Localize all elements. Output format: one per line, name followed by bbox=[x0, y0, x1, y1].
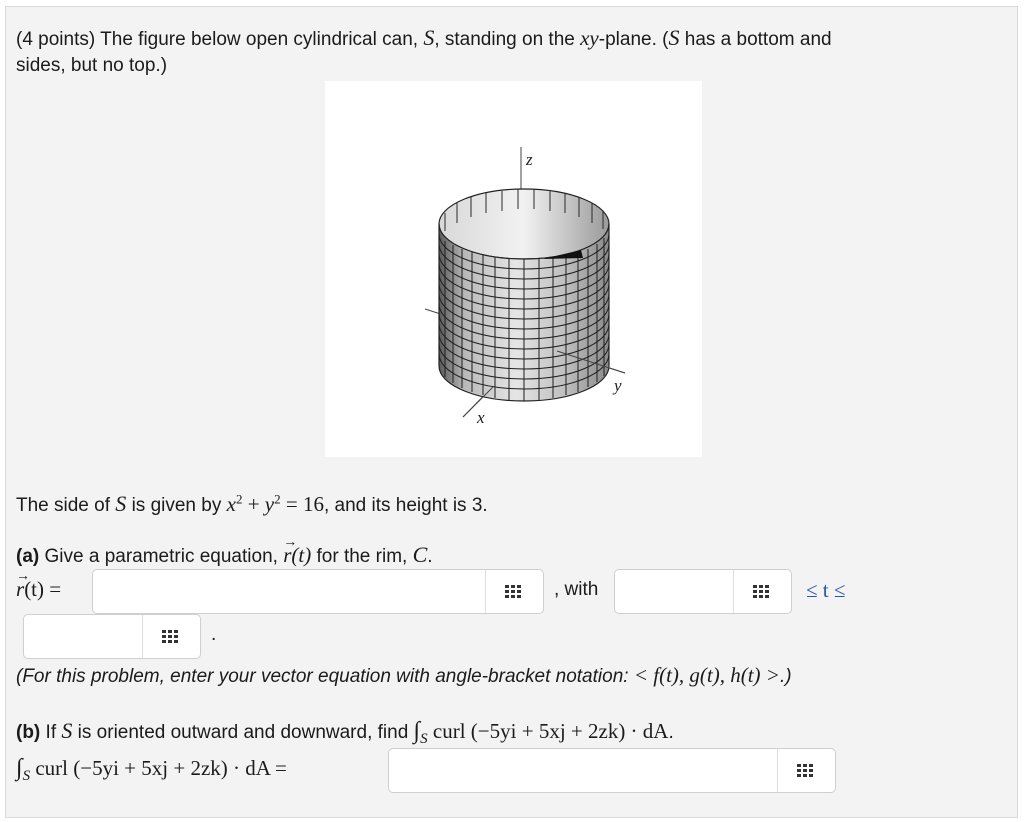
part-b-text: If bbox=[45, 722, 57, 743]
side-value: 16 bbox=[302, 492, 324, 516]
z-axis-label: z bbox=[526, 150, 533, 169]
r-of-t-input[interactable] bbox=[92, 569, 544, 614]
side-eq: = bbox=[280, 492, 303, 516]
side-exp-y: 2 bbox=[274, 491, 281, 507]
y-axis-label: y bbox=[614, 376, 622, 395]
keyboard-icon[interactable] bbox=[753, 585, 769, 599]
symbol-S-2: S bbox=[668, 25, 680, 50]
side-y: y bbox=[264, 492, 275, 516]
side-description bbox=[16, 491, 488, 517]
cylinder-illustration bbox=[325, 81, 702, 457]
symbol-S-3: S bbox=[115, 491, 127, 516]
t-max-input[interactable] bbox=[23, 614, 201, 659]
integral-sign-2: ∫ bbox=[16, 755, 23, 781]
t-range-inequality: ≤ t ≤ bbox=[806, 578, 846, 602]
cylinder-figure bbox=[325, 81, 702, 457]
x-axis-label: x bbox=[477, 408, 485, 427]
lhs-vector-r: r → bbox=[16, 569, 30, 601]
angle-bracket-note bbox=[16, 663, 792, 688]
symbol-S-4: S bbox=[61, 718, 73, 743]
flux-answer-input[interactable] bbox=[388, 748, 836, 793]
note-close: .) bbox=[779, 666, 792, 687]
integral-subscript: S bbox=[420, 730, 428, 747]
side-x: x bbox=[226, 492, 236, 516]
vector-r-arg: (t) bbox=[291, 543, 312, 567]
part-a-period: . bbox=[427, 546, 433, 567]
keyboard-icon[interactable] bbox=[162, 630, 178, 644]
side-plus: + bbox=[242, 492, 265, 516]
flux-equation-label bbox=[16, 755, 287, 785]
keyboard-icon[interactable] bbox=[505, 585, 521, 599]
header-text-d: has a bottom and bbox=[684, 29, 832, 50]
note-text: (For this problem, enter your vector equation with angle-bracket notation: bbox=[16, 666, 629, 687]
vector-r: r → bbox=[283, 535, 298, 567]
part-a-prompt bbox=[16, 535, 433, 568]
t-max-period: . bbox=[211, 624, 217, 645]
input-separator bbox=[142, 615, 143, 658]
note-bracket: < f(t), g(t), h(t) > bbox=[633, 663, 780, 687]
side-exp-x: 2 bbox=[235, 491, 243, 507]
header-text-c: -plane. ( bbox=[598, 29, 669, 50]
with-label: , with bbox=[554, 579, 599, 600]
side-text-c: , and its height is 3. bbox=[323, 495, 488, 516]
flux-expression-eq: curl (−5yi + 5xj + 2zk) · dA = bbox=[35, 756, 287, 780]
part-b-prompt bbox=[16, 718, 674, 748]
part-b-text-b: is oriented outward and downward, find bbox=[77, 722, 409, 743]
input-separator bbox=[733, 570, 734, 613]
part-a-text-b: for the rim, bbox=[316, 546, 408, 567]
part-a-label: (a) bbox=[16, 546, 40, 567]
symbol-S: S bbox=[423, 25, 435, 50]
header-text-b: , standing on the bbox=[434, 29, 575, 50]
symbol-xy: xy bbox=[580, 26, 599, 50]
question-panel bbox=[5, 6, 1018, 818]
part-b-label: (b) bbox=[16, 722, 41, 743]
side-text-b: is given by bbox=[131, 495, 222, 516]
t-min-input[interactable] bbox=[614, 569, 792, 614]
lhs-arg: (t) = bbox=[24, 577, 62, 601]
integral-subscript-2: S bbox=[22, 767, 31, 784]
integral-sign: ∫ bbox=[413, 718, 421, 744]
points-label: (4 points) bbox=[16, 29, 96, 50]
symbol-C: C bbox=[412, 542, 428, 567]
question-header bbox=[16, 25, 832, 51]
input-separator bbox=[777, 749, 778, 792]
part-b-period: . bbox=[668, 722, 674, 743]
side-text-a: The side of bbox=[16, 495, 110, 516]
header-text-a: The figure below open cylindrical can, bbox=[100, 29, 419, 50]
r-equals-label bbox=[16, 569, 62, 602]
keyboard-icon[interactable] bbox=[797, 764, 813, 778]
flux-expression: curl (−5yi + 5xj + 2zk) · dA bbox=[432, 719, 669, 743]
header-line-2: sides, but no top.) bbox=[16, 55, 168, 76]
input-separator bbox=[485, 570, 486, 613]
part-a-text: Give a parametric equation, bbox=[44, 546, 278, 567]
